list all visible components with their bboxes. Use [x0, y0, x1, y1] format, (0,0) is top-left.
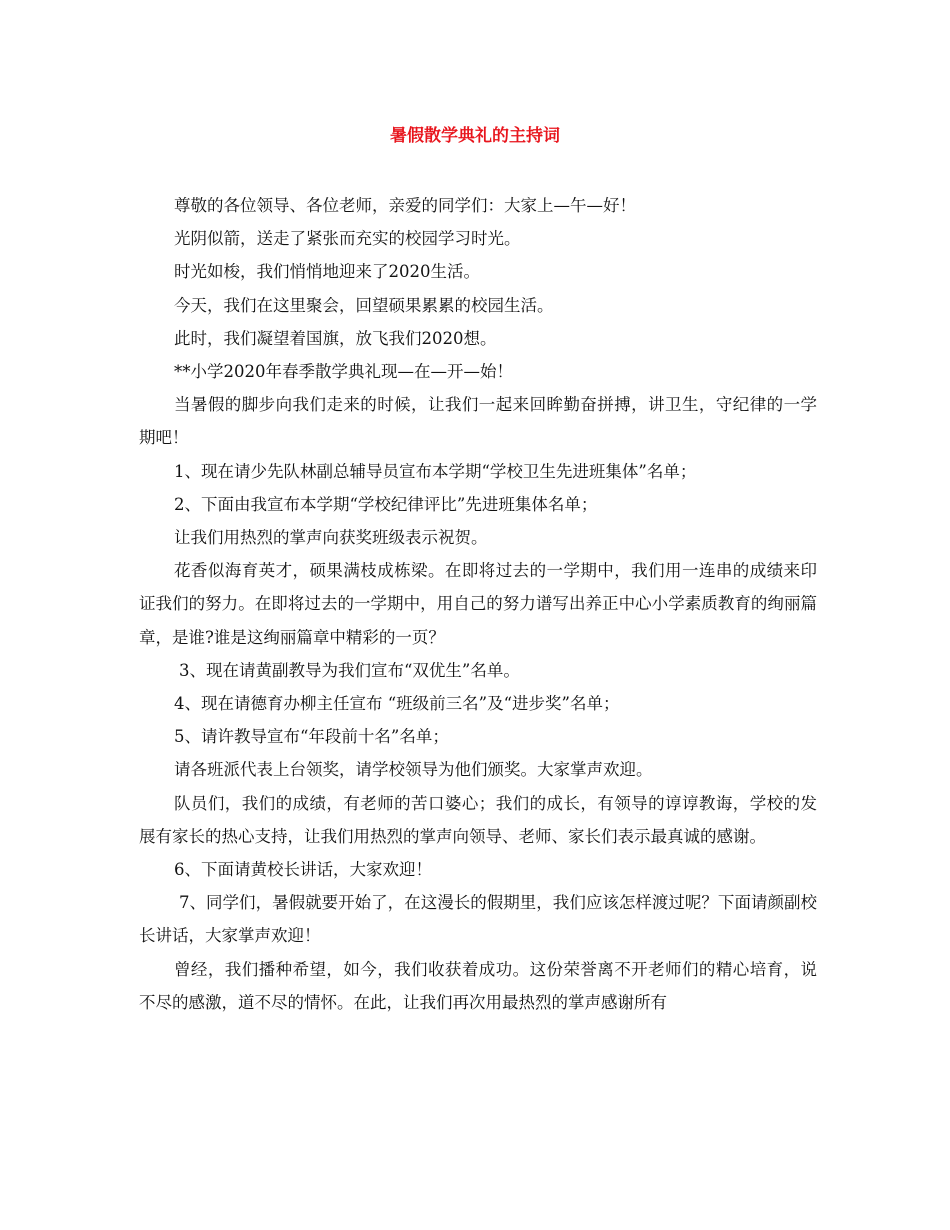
paragraph-7: 当暑假的脚步向我们走来的时候，让我们一起来回眸勤奋拼搏，讲卫生，守纪律的一学期吧！	[139, 395, 817, 448]
paragraph-opening: **小学2020年春季散学典礼现—在—开—始！	[174, 362, 513, 382]
paragraph-15: 请各班派代表上台领奖，请学校领导为他们颁奖。大家掌声欢迎。	[174, 760, 653, 780]
list-item-7: 7、同学们，暑假就要开始了，在这漫长的假期里，我们应该怎样渡过呢？下面请颜副校长讲话，大家掌声欢迎！	[139, 893, 817, 946]
list-item-2: 2、下面由我宣布本学期“学校纪律评比”先进班集体名单；	[174, 494, 598, 514]
document-title: 暑假散学典礼的主持词	[390, 126, 560, 146]
paragraph-16: 队员们，我们的成绩，有老师的苦口婆心；我们的成长，有领导的谆谆教诲，学校的发展有家长的热心支持，让我们用热烈的掌声向领导、老师、家长们表示最真诚的感谢。	[139, 793, 817, 846]
list-item-3: 3、现在请黄副教导为我们宣布“双优生”名单。	[179, 660, 520, 680]
paragraph-10: 让我们用热烈的掌声向获奖班级表示祝贺。	[174, 528, 488, 548]
paragraph-19: 曾经，我们播种希望，如今，我们收获着成功。这份荣誉离不开老师们的精心培育，说不尽的感激，道不尽的情怀。在此，让我们再次用最热烈的掌声感谢所有	[139, 959, 817, 1012]
paragraph-greeting: 尊敬的各位领导、各位老师，亲爱的同学们：大家上—午—好！	[174, 196, 636, 215]
list-item-6: 6、下面请黄校长讲话，大家欢迎！	[174, 860, 432, 880]
paragraph-3: 时光如梭，我们悄悄地迎来了2020生活。	[174, 262, 480, 282]
paragraph-11: 花香似海育英才，硕果满枝成栋梁。在即将过去的一学期中，我们用一连串的成绩来印证我们的努力。在即将过去的一学期中，用自己的努力谱写出养正中心小学素质教育的绚丽篇章，是谁?谁是这绚丽篇章中精彩的一页？	[139, 561, 817, 647]
paragraph-2: 光阴似箭，送走了紧张而充实的校园学习时光。	[174, 229, 521, 249]
document-body	[139, 189, 817, 1019]
paragraph-4: 今天，我们在这里聚会，回望硕果累累的校园生活。	[174, 295, 554, 315]
list-item-4: 4、现在请德育办柳主任宣布 “班级前三名”及“进步奖”名单；	[174, 694, 620, 714]
list-item-5: 5、请许教导宣布“年段前十名”名单；	[174, 727, 449, 747]
paragraph-5: 此时，我们凝望着国旗，放飞我们2020想。	[174, 328, 497, 348]
list-item-1: 1、现在请少先队林副总辅导员宣布本学期“学校卫生先进班集体”名单；	[174, 461, 697, 481]
